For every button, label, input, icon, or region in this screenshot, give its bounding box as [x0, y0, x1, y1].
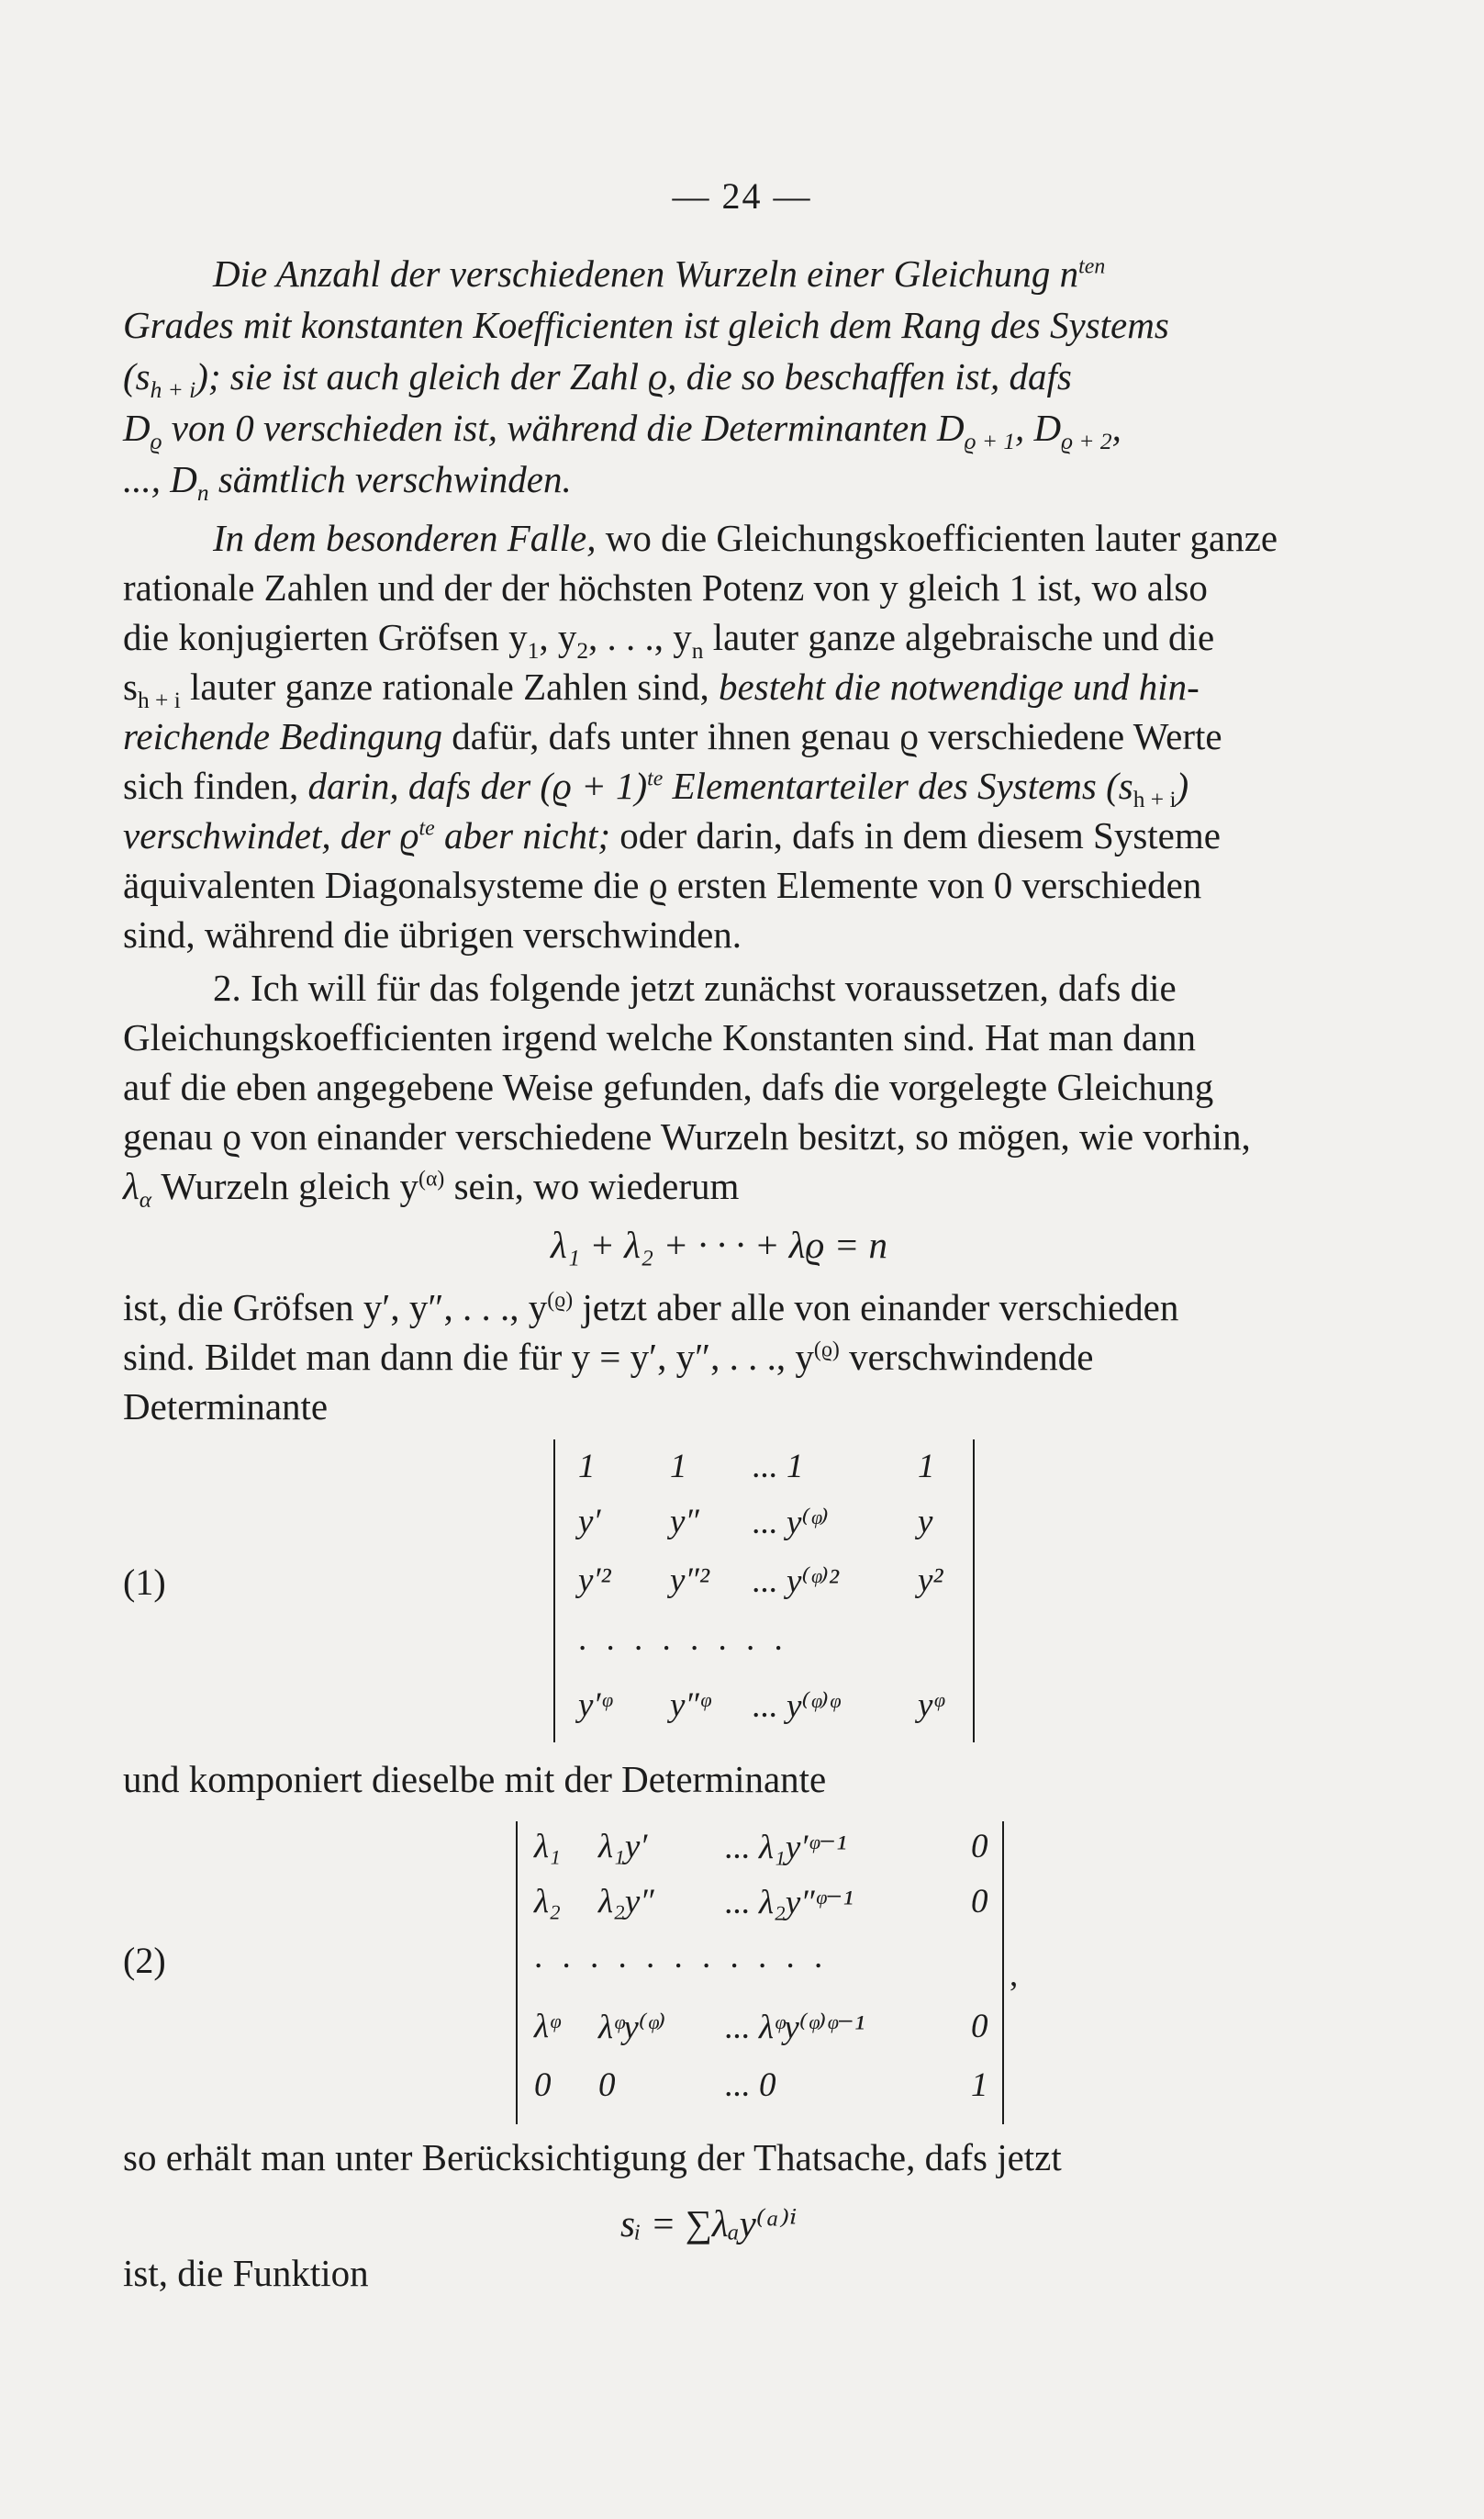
- para1-line-6: sich finden, darin, dafs der $(ϱ + 1)^{te}$ Elementarteiler des Systems $(s_{h + i})$: [123, 765, 1189, 813]
- det2-cell: 1: [971, 2066, 988, 2104]
- det2-cell: ... 0: [725, 2066, 776, 2104]
- lambda-sum-equation: λ₁ + λ₂ + · · · + λϱ = n: [551, 1224, 887, 1266]
- theorem-line-1: Die Anzahl der verschiedenen Wurzeln einer Gleichung $n^{ten}$: [213, 252, 1106, 295]
- det1-cell: y′ᵠ: [578, 1686, 611, 1724]
- det2-cell: 0: [971, 2008, 988, 2045]
- para1-line-1: In dem besonderen Falle, wo die Gleichungskoefficienten lauter ganze: [213, 517, 1278, 559]
- det2-dots-row: . . . . . . . . . . .: [534, 1938, 829, 1976]
- para2-line-4: genau ϱ von einander verschiedene Wurzeln besitzt, so mögen, wie vorhin,: [123, 1115, 1251, 1158]
- det1-cell: 1: [670, 1448, 687, 1485]
- para1-line-7: verschwindet, der $ϱ^{te}$ aber nicht; oder darin, dafs in dem diesem Systeme: [123, 814, 1221, 856]
- det2-cell: λ₁: [534, 1828, 561, 1865]
- para2-line-7: sind. Bildet man dann die für y = y′, y″, . . ., $y^{(ϱ)}$ verschwindende: [123, 1336, 1094, 1378]
- det2-cell: 0: [971, 1883, 988, 1920]
- det2-cell: 0: [598, 2066, 616, 2104]
- det1-cell: y²: [918, 1562, 943, 1599]
- det1-left-bar: [553, 1439, 555, 1742]
- para2-line-1: 2. Ich will für das folgende jetzt zunächst voraussetzen, dafs die: [213, 967, 1177, 1009]
- last-line: ist, die Funktion: [123, 2252, 369, 2294]
- det1-cell: y: [918, 1503, 933, 1540]
- det2-cell: ... λ₂y″ᵠ⁻¹: [725, 1884, 854, 1921]
- det1-cell: 1: [918, 1448, 935, 1485]
- para1-line-5: reichende Bedingung dafür, dafs unter ihnen genau ϱ verschiedene Werte: [123, 715, 1222, 757]
- det1-cell: y″ᵠ: [670, 1686, 710, 1724]
- page-number: — 24 —: [672, 175, 812, 217]
- det1-cell: y′: [578, 1503, 601, 1540]
- det1-cell: y″²: [670, 1562, 709, 1599]
- para2-line-2: Gleichungskoefficienten irgend welche Konstanten sind. Hat man dann: [123, 1016, 1196, 1058]
- para2-line-5: $\lambda_\alpha$ Wurzeln gleich $y^{(\alpha)}$ sein, wo wiederum: [123, 1165, 740, 1214]
- det1-cell: yᵠ: [918, 1686, 943, 1724]
- para1-line-2: rationale Zahlen und der der höchsten Potenz von y gleich 1 ist, wo also: [123, 566, 1208, 609]
- det2-right-bar: [1002, 1821, 1004, 2124]
- det2-cell: 0: [971, 1828, 988, 1865]
- det1-dots-row: . . . . . . . .: [578, 1620, 788, 1658]
- theorem-line-5: ..., $D_n$ sämtlich verschwinden.: [123, 458, 572, 507]
- theorem-line-2: Grades mit konstanten Koefficienten ist gleich dem Rang des Systems: [123, 304, 1169, 346]
- det2-cell: ... λᵠy⁽ᵠ⁾ᵠ⁻¹: [725, 2009, 865, 2046]
- middle-line: und komponiert dieselbe mit der Determinante: [123, 1758, 827, 1800]
- det1-cell: ... y⁽ᵠ⁾: [753, 1504, 829, 1541]
- det1-cell: ... y⁽ᵠ⁾²: [753, 1562, 839, 1600]
- det1-right-bar: [973, 1439, 975, 1742]
- det2-cell: ... λ₁y′ᵠ⁻¹: [725, 1829, 847, 1866]
- det2-cell: λ₁y′: [598, 1828, 648, 1865]
- theorem-line-4: $D_ϱ$ von 0 verschieden ist, während die Determinanten $D_{ϱ + 1}$, $D_{ϱ + 2}$,: [123, 407, 1121, 455]
- det1-cell: ... y⁽ᵠ⁾ᵠ: [753, 1687, 840, 1725]
- after-det2-line: so erhält man unter Berücksichtigung der Thatsache, dafs jetzt: [123, 2136, 1062, 2178]
- det2-cell: λᵠ: [534, 2008, 560, 2045]
- equation-label-2: (2): [123, 1940, 166, 1981]
- det2-cell: λ₂y″: [598, 1883, 654, 1920]
- para1-line-8: äquivalenten Diagonalsysteme die ϱ ersten Elemente von 0 verschieden: [123, 864, 1202, 906]
- det2-cell: 0: [534, 2066, 552, 2104]
- equation-label-1: (1): [123, 1562, 166, 1603]
- det1-cell: y″: [670, 1503, 699, 1540]
- para1-line-3: die konjugierten Gröfsen $y_1$, $y_2$, . . ., $y_n$ lauter ganze algebraische und die: [123, 616, 1215, 665]
- power-sum-equation: sᵢ = ∑λₐy⁽ᵃ⁾ⁱ: [620, 2202, 798, 2245]
- det2-left-bar: [516, 1821, 518, 2124]
- det1-cell: ... 1: [753, 1448, 804, 1485]
- det2-cell: λ₂: [534, 1883, 561, 1920]
- det2-cell: λᵠy⁽ᵠ⁾: [598, 2009, 666, 2046]
- det1-cell: 1: [578, 1448, 596, 1485]
- theorem-line-3: $(s_{h + i})$; sie ist auch gleich der Zahl ϱ, die so beschaffen ist, dafs: [123, 355, 1072, 404]
- para2-line-6: ist, die Gröfsen y′, y″, . . ., $y^{(ϱ)}$ jetzt aber alle von einander verschieden: [123, 1286, 1179, 1328]
- det1-cell: y′²: [578, 1562, 611, 1599]
- para2-line-8: Determinante: [123, 1385, 329, 1427]
- para1-line-9: sind, während die übrigen verschwinden.: [123, 913, 742, 956]
- para1-line-4: $s_{h + i}$ lauter ganze rationale Zahlen sind, besteht die notwendige und hin-: [123, 666, 1199, 714]
- det2-comma: ,: [1010, 1956, 1019, 1994]
- para2-line-3: auf die eben angegebene Weise gefunden, dafs die vorgelegte Gleichung: [123, 1066, 1214, 1108]
